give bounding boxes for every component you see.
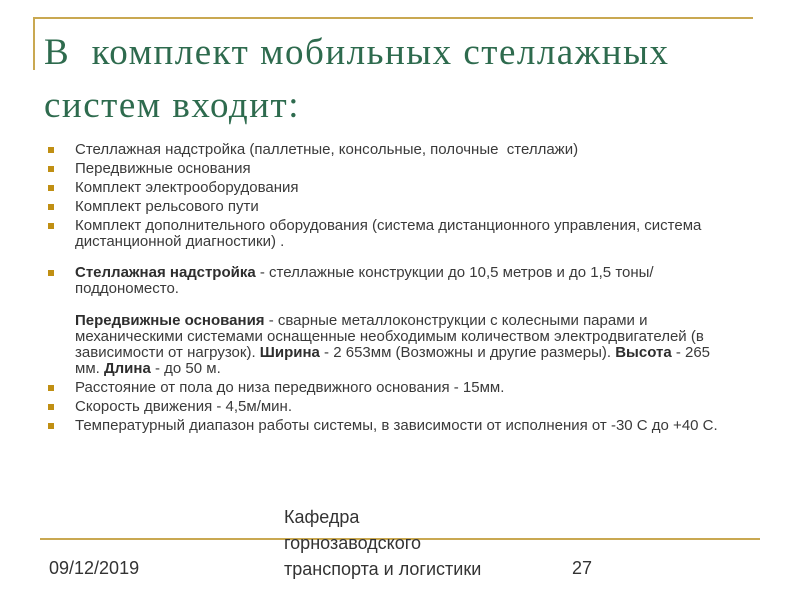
bullet-item [48,161,738,177]
bullet-square-icon [48,204,54,210]
bullet-item [48,380,738,396]
bullet-text: Скорость движения - 4,5м/мин. [75,398,293,415]
slide-title-line1: В комплект мобильных стеллажных [44,32,670,73]
spec-text: - 2 653мм (Возможны и другие размеры). [319,344,616,361]
spec-text: - стеллажные конструкции до 10,5 метров и до 1,5 тоны/поддономесто. [75,264,654,297]
spec-paragraph [48,313,738,377]
bold-term: Ширина [259,344,320,361]
bullet-square-icon [48,185,54,191]
bullet-square-icon [48,147,54,153]
spec-text: - до 50 м. [150,360,221,377]
bullet-text: Комплект электрооборудования [75,179,299,196]
bullet-text: Комплект дополнительного оборудования (система дистанционного управления, система дистанционной диагностики) . [75,217,706,250]
bullet-item-spec [48,265,738,297]
bullet-item [48,199,738,215]
bold-term: Длина [103,360,151,377]
footer-department-line1: Кафедра [284,507,360,527]
bullet-square-icon [48,423,54,429]
bullet-text: Комплект рельсового пути [75,198,259,215]
bullet-text [75,265,738,297]
bullet-square-icon [48,385,54,391]
left-accent-line [33,17,35,70]
bold-term: Высота [615,344,672,361]
paragraph-text [75,313,738,377]
top-accent-line [33,17,753,19]
bullet-text: Передвижные основания [75,160,251,177]
bullet-text: Расстояние от пола до низа передвижного основания - 15мм. [75,379,505,396]
bullet-square-icon [48,404,54,410]
bullet-item [48,142,738,158]
footer-date: 09/12/2019 [49,558,140,578]
slide-body [48,142,738,437]
bullet-text: Стеллажная надстройка (паллетные, консольные, полочные стеллажи) [75,141,579,158]
bullet-square-icon [48,166,54,172]
footer-department-line3: транспорта и логистики [284,559,482,579]
bold-term: Передвижные основания [75,312,265,329]
slide-title [44,26,760,132]
spec-text: - сварные металлоконструкции с колесными парами и механическими системами оснащенные необходимым количеством электродвигателей (в зависимости от нагрузок). [75,312,708,361]
bullet-square-icon [48,223,54,229]
spec-text: - 265 мм. [75,344,715,377]
bullet-item [48,180,738,196]
bullet-item [48,399,738,415]
bullet-square-icon [48,270,54,276]
bullet-item [48,218,738,250]
slide-title-line2: систем входит: [44,85,300,126]
bullet-item [48,418,738,434]
footer-department-line2: горнозаводского [284,533,421,553]
bullet-text: Температурный диапазон работы системы, в зависимости от исполнения от -30 С до +40 С. [75,417,718,434]
footer-department [284,504,481,582]
bold-term: Стеллажная надстройка [75,264,256,281]
slide-number: 27 [572,558,593,578]
